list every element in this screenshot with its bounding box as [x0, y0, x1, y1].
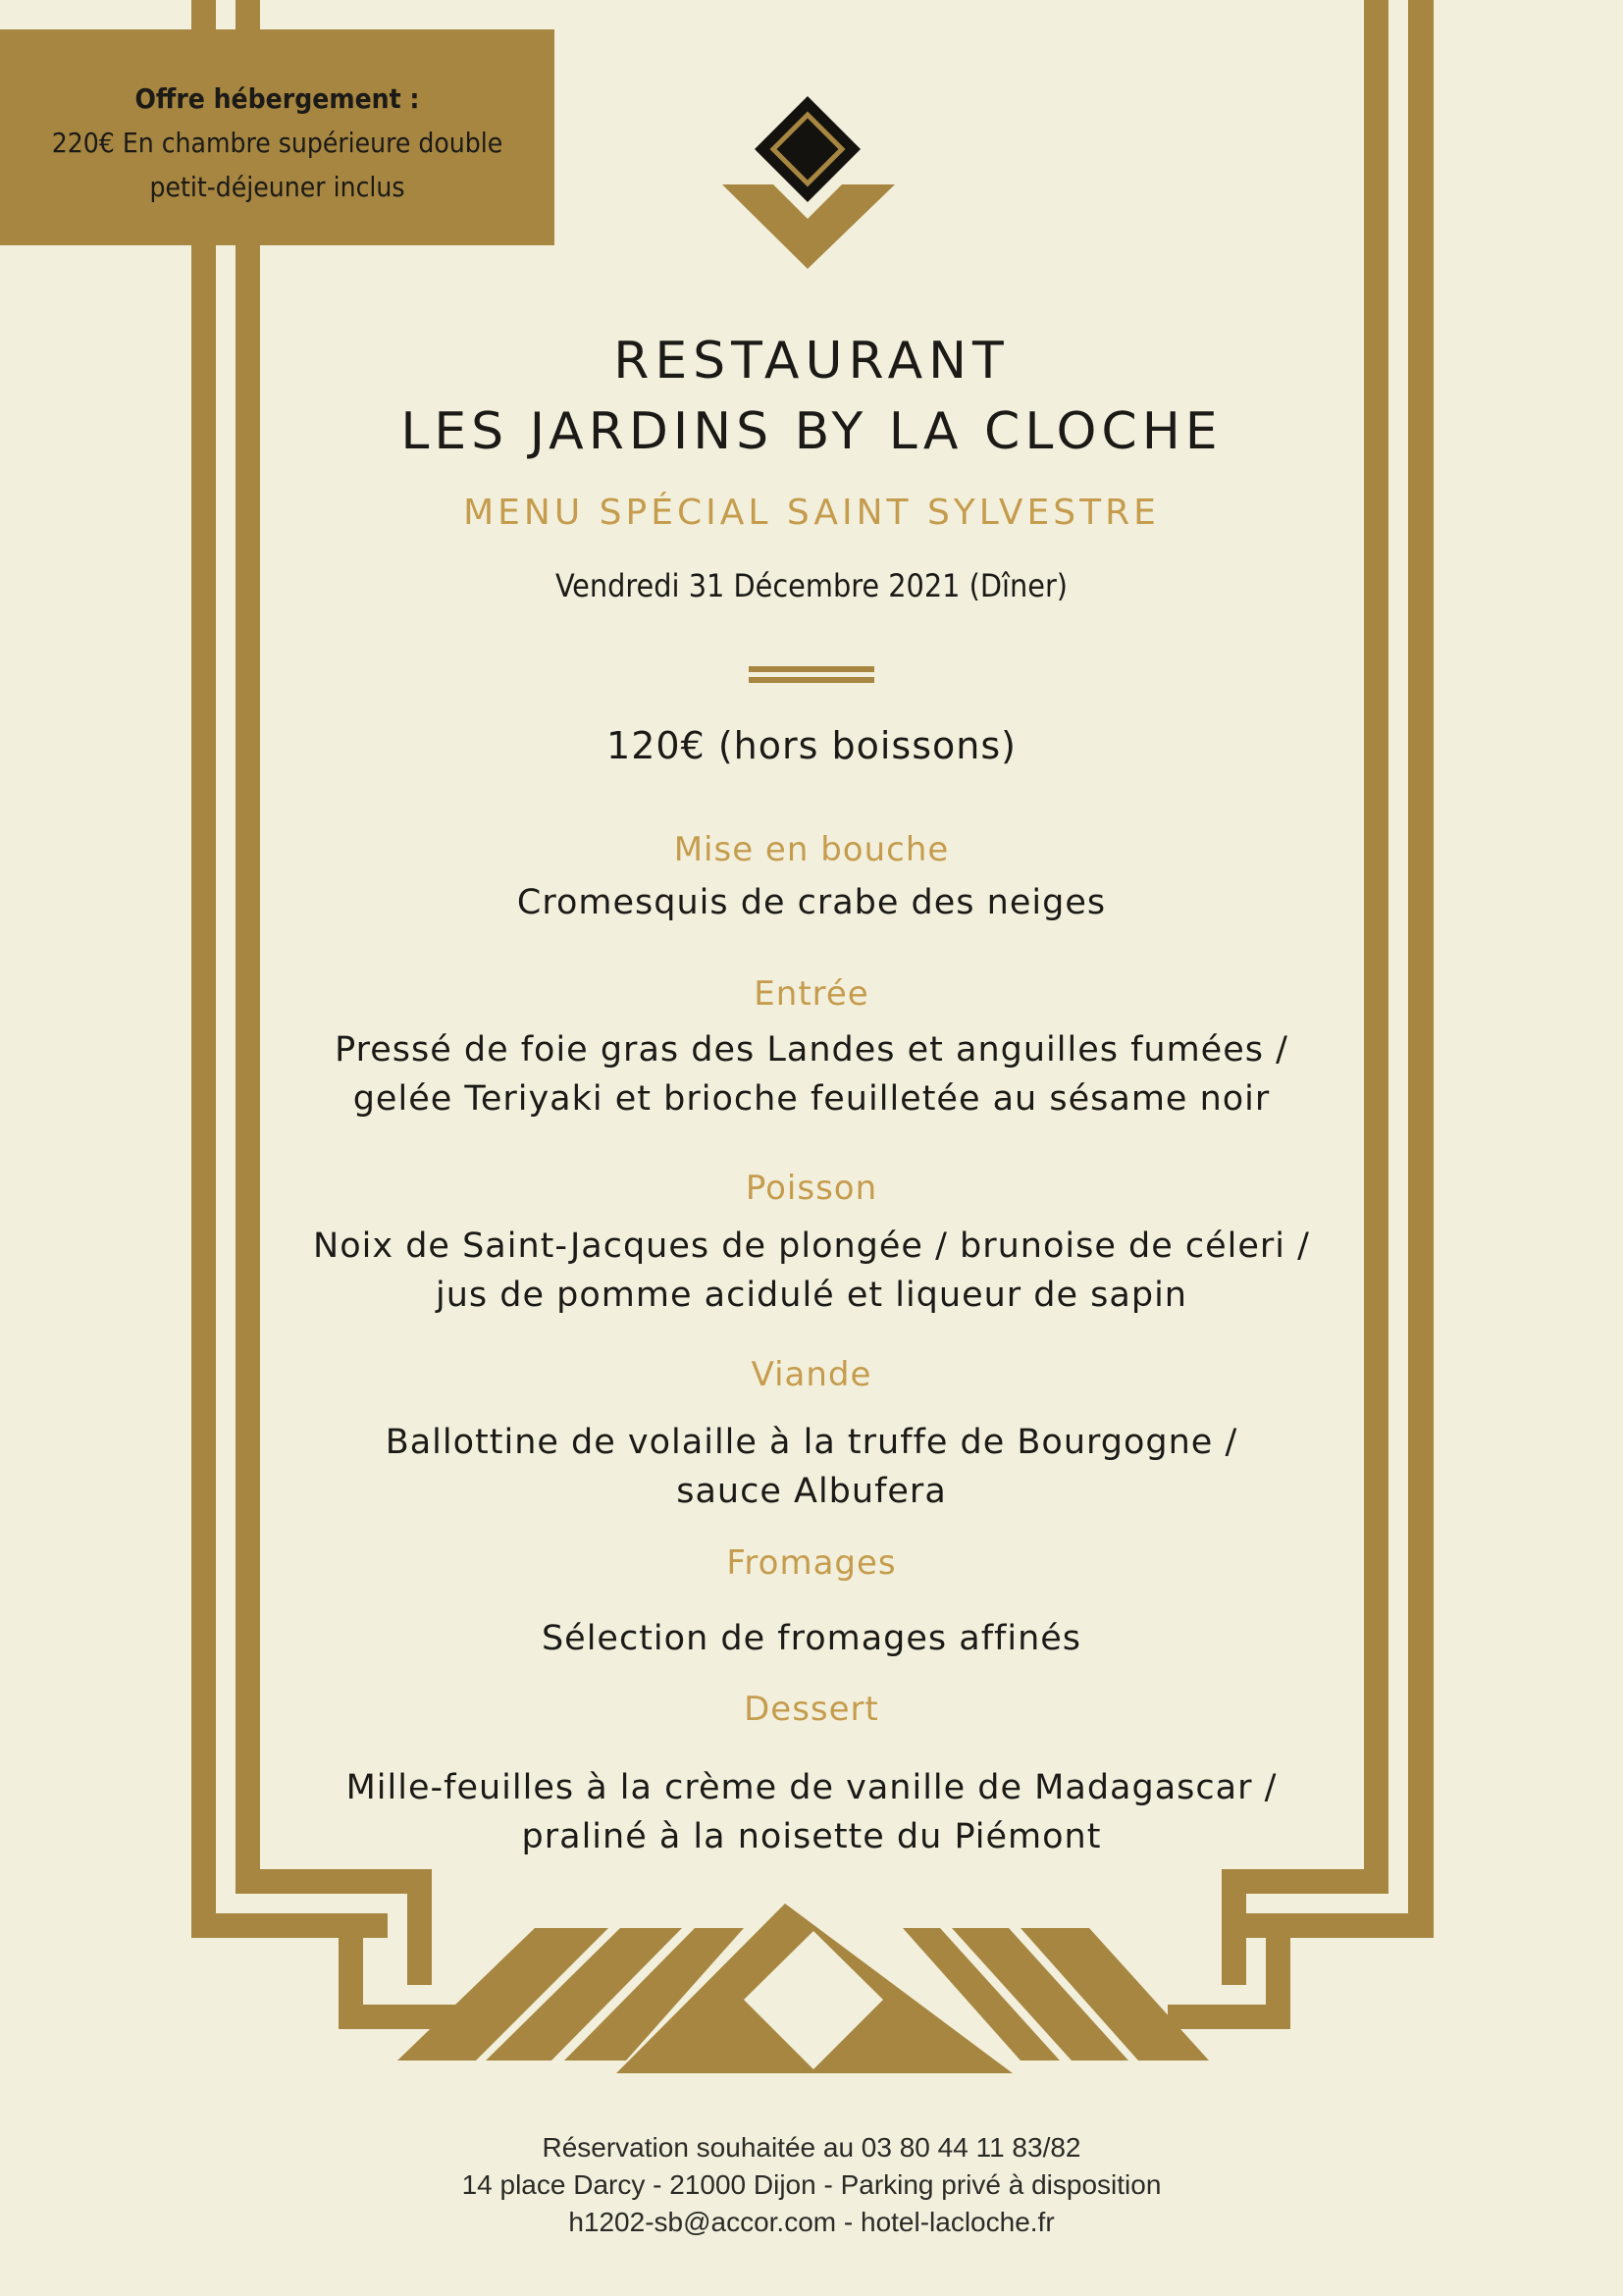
offer-line-2: petit-déjeuner inclus	[149, 171, 405, 203]
accommodation-offer-box	[0, 29, 554, 245]
course-label: Viande	[751, 1355, 872, 1394]
divider-lines	[749, 666, 874, 683]
course-line: Cromesquis de crabe des neiges	[516, 883, 1107, 922]
course-line: gelée Teriyaki et brioche feuilletée au sésame noir	[352, 1079, 1271, 1119]
offer-line-1: 220€ En chambre supérieure double	[51, 127, 503, 159]
top-emblem	[722, 96, 895, 269]
course-label: Entrée	[754, 974, 869, 1014]
email-website: h1202-sb@accor.com - hotel-lacloche.fr	[568, 2207, 1055, 2237]
restaurant-title-line-2: LES JARDINS BY LA CLOCHE	[400, 402, 1223, 461]
offer-title: Offre hébergement :	[134, 82, 420, 115]
right-inner-bar	[1364, 0, 1388, 1894]
course-label: Poisson	[745, 1169, 878, 1208]
course-line: Sélection de fromages affinés	[541, 1619, 1082, 1658]
course-label: Mise en bouche	[673, 830, 950, 869]
course-line: Ballottine de volaille à la truffe de Bourgogne /	[385, 1423, 1238, 1462]
course-line: Mille-feuilles à la crème de vanille de Madagascar /	[345, 1768, 1278, 1807]
reservation-phone: Réservation souhaitée au 03 80 44 11 83/82	[542, 2132, 1081, 2163]
event-date: Vendredi 31 Décembre 2021 (Dîner)	[554, 567, 1069, 604]
menu-subtitle: MENU SPÉCIAL SAINT SYLVESTRE	[463, 493, 1160, 533]
menu-price: 120€ (hors boissons)	[606, 724, 1017, 767]
course-line: Noix de Saint-Jacques de plongée / brunoise de céleri /	[313, 1226, 1310, 1266]
course-label: Dessert	[744, 1690, 879, 1729]
course-line: praliné à la noisette du Piémont	[521, 1817, 1102, 1856]
restaurant-title-line-1: RESTAURANT	[613, 332, 1010, 391]
course-line: jus de pomme acidulé et liqueur de sapin	[436, 1276, 1187, 1315]
left-inner-bar	[236, 0, 260, 1894]
course-line: Pressé de foie gras des Landes et anguilles fumées /	[335, 1030, 1288, 1070]
course-line: sauce Albufera	[676, 1472, 947, 1511]
course-label: Fromages	[726, 1543, 897, 1583]
address-parking: 14 place Darcy - 21000 Dijon - Parking privé à disposition	[461, 2169, 1162, 2200]
contact-footer	[0, 2129, 1623, 2241]
